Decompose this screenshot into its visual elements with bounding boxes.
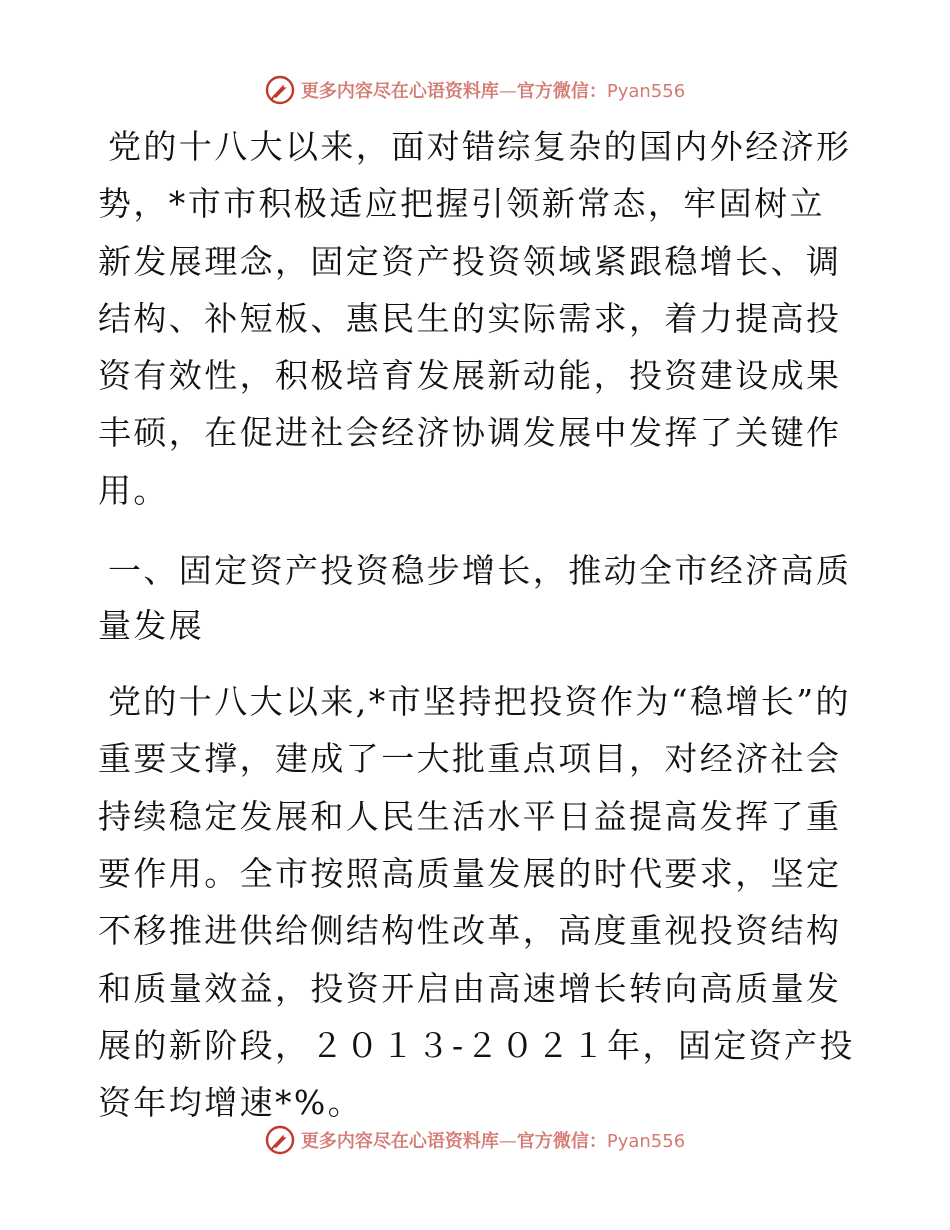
section-heading-1: 一、固定资产投资稳步增长，推动全市经济高质量发展 [98,551,852,646]
pen-nib-logo-icon [265,1125,295,1155]
document-body [98,118,858,1131]
watermark-wechat-id: Pyan556 [606,1131,686,1152]
watermark-wechat-id: Pyan556 [606,81,686,102]
watermark-separator: — [498,81,517,102]
watermark-wechat-label: 官方微信： [516,1131,607,1152]
pen-nib-logo-icon [265,75,295,105]
header-watermark [0,72,950,108]
watermark-wechat-label: 官方微信： [516,81,607,102]
paragraph-section-1: 党的十八大以来,*市坚持把投资作为“稳增长”的重要支撑，建成了一大批重点项目，对经济社会持续稳定发展和人民生活水平日益提高发挥了重要作用。全市按照高质量发展的时代要求，坚定不移推进供给侧结构性改革，高度重视投资结构和质量效益，投资开启由高速增长转向高质量发展的新阶段，２０１３-２０２１年，固定资产投资年均增速*%。 [98,682,855,1123]
watermark-separator: — [498,1131,517,1152]
watermark-text: 更多内容尽在心语资料库 [300,1131,499,1152]
paragraph-intro: 党的十八大以来，面对错综复杂的国内外经济形势，*市市积极适应把握引领新常态，牢固树立新发展理念，固定资产投资领域紧跟稳增长、调结构、补短板、惠民生的实际需求，着力提高投资有效性，积极培育发展新动能，投资建设成果丰硕，在促进社会经济协调发展中发挥了关键作用。 [98,127,852,510]
watermark-text: 更多内容尽在心语资料库 [300,81,499,102]
footer-watermark [0,1122,950,1158]
